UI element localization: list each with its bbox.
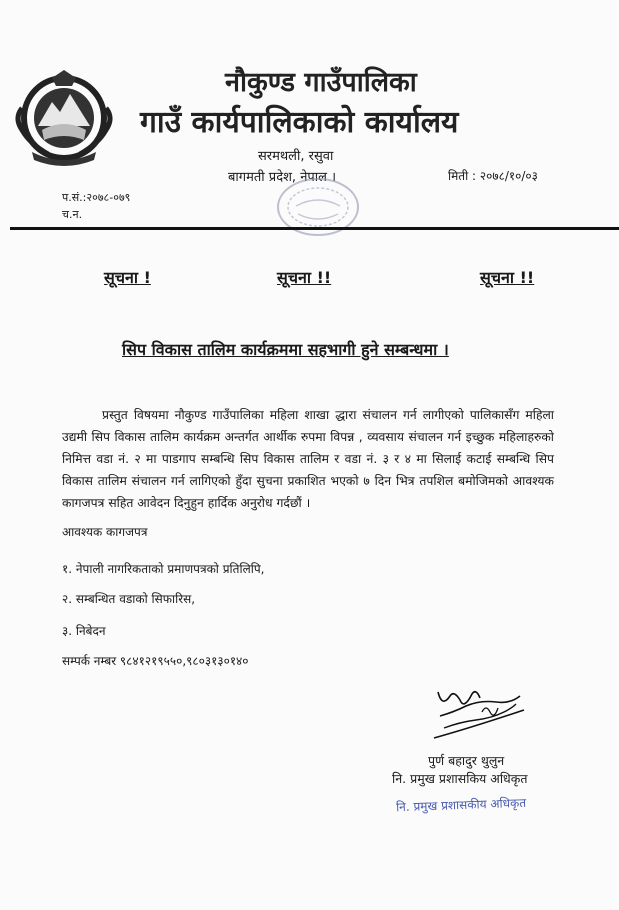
contact-numbers: सम्पर्क नम्बर ९८४१२१९५५०,९८०३१३०१४० bbox=[62, 654, 249, 668]
notice-heading-1: सूचना ! bbox=[104, 268, 151, 287]
letter-body: प्रस्तुत विषयमा नौकुण्ड गाउँपालिका महिला शाखा द्धारा संचालन गर्न लागीएको पालिकासँग महिला उद्यमी सिप विकास तालिम कार्यक्रम अन्तर्गत आर्थीक रुपमा विपन्न , व्यवसाय संचालन गर्न इच्छुक महिलाहरुको निमित्त वडा नं. २ मा पाडगाप सम्बन्धि सिप विकास तालिम र वडा नं. ३ र ४ मा सिलाई कटाई सम्बन्धि सिप विकास तालिम संचालन गर्न लागिएको हुँदा सुचना प्रकाशित भएको ७ दिन भित्र तपशिल बमोजिमको आवश्यक कागजपत्र सहित आवेदन दिनुहुन हार्दिक अनुरोध गर्दछौं । bbox=[62, 408, 554, 510]
office-name: नौकुण्ड गाउँपालिका bbox=[225, 67, 417, 98]
office-stamp-icon bbox=[270, 172, 366, 242]
office-title: गाउँ कार्यपालिकाको कार्यालय bbox=[140, 105, 459, 140]
dispatch-number: च.न. bbox=[62, 208, 83, 221]
letter-date: मिती : २०७८/१०/०३ bbox=[448, 169, 538, 183]
signer-title: नि. प्रमुख प्रशासकिय अधिकृत bbox=[392, 771, 528, 786]
address-line-2: बागमती प्रदेश, नेपाल । bbox=[228, 170, 337, 185]
required-documents-heading: आवश्यक कागजपत्र bbox=[62, 525, 148, 539]
notice-heading-2: सूचना !! bbox=[277, 268, 332, 287]
nepal-emblem-icon bbox=[8, 68, 120, 168]
required-document-item: २. सम्बन्धित वडाको सिफारिस, bbox=[62, 592, 196, 606]
letter-subject: सिप विकास तालिम कार्यक्रममा सहभागी हुने सम्बन्धमा । bbox=[122, 340, 449, 359]
handwritten-signature-icon bbox=[420, 682, 530, 744]
required-document-item: १. नेपाली नागरिकताको प्रमाणपत्रको प्रतिलिपि, bbox=[62, 562, 265, 576]
notice-heading-3: सूचना !! bbox=[480, 268, 535, 287]
signer-name: पुर्ण बहादुर थुलुन bbox=[428, 753, 505, 768]
reference-number: प.सं.:२०७८-०७९ bbox=[62, 191, 131, 204]
signer-designation-stamp: नि. प्रमुख प्रशासकीय अधिकृत bbox=[395, 795, 527, 815]
address-line-1: सरमथली, रसुवा bbox=[258, 149, 334, 164]
header-divider bbox=[10, 227, 619, 230]
required-document-item: ३. निबेदन bbox=[62, 624, 106, 638]
